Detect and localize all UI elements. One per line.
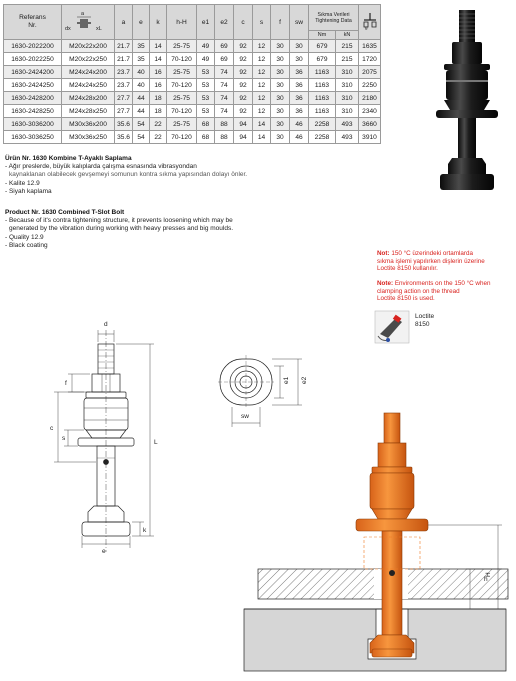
loctite-label-line1: Loctite [415,313,435,320]
turkish-title: Ürün Nr. 1630 Kombine T-Ayaklı Saplama [5,155,132,162]
cell-nm: 1163 [309,66,336,79]
note-english-label: Note: [377,280,394,287]
size-xl-label: xL [96,26,102,32]
note-turkish-line-3: Loctite 8150 kullanılır. [377,265,438,273]
cell-e: 54 [133,118,150,131]
header-s: s [253,5,271,40]
cell-f: 30 [271,53,290,66]
cell-c: 92 [234,40,253,53]
cell-ref: 1630-2428250 [4,105,62,118]
cell-k: 18 [150,92,167,105]
cell-size: M30x36x200 [62,118,115,131]
cell-e2: 74 [215,92,234,105]
cell-f: 30 [271,105,290,118]
cell-f: 30 [271,118,290,131]
cell-c: 92 [234,105,253,118]
cell-size: M30x36x250 [62,131,115,144]
side-technical-drawing [44,312,174,557]
cell-f: 30 [271,131,290,144]
header-tightening-data [309,5,359,31]
english-line-3: - Quality 12.9 [5,233,44,241]
header-e1: e1 [197,5,215,40]
cell-a: 35.6 [115,118,133,131]
note-english-line-1: Environments on the 150 °C when [394,280,491,287]
table-row [4,92,381,105]
cell-kn: 310 [336,92,359,105]
cell-nm: 1163 [309,105,336,118]
turkish-line-3: - Kalite 12.9 [5,179,40,187]
cell-size: M24x28x200 [62,92,115,105]
cell-weight: 1720 [359,53,381,66]
cell-h-H: 25-75 [167,92,197,105]
cell-e2: 74 [215,66,234,79]
cell-kn: 310 [336,105,359,118]
dim-label-e2: e2 [301,376,308,384]
english-line-1: - Because of it's contra tightening structure, it prevents loosening which may be [5,217,233,225]
cell-weight: 2250 [359,79,381,92]
table-row [4,53,381,66]
cell-k: 16 [150,66,167,79]
cell-nm: 679 [309,40,336,53]
cell-e: 54 [133,131,150,144]
cell-sw: 36 [290,66,309,79]
cell-e: 40 [133,79,150,92]
cell-s: 12 [253,53,271,66]
cell-a: 21.7 [115,53,133,66]
header-reference-line1: Referans [19,14,46,21]
table-row [4,40,381,53]
cell-sw: 36 [290,105,309,118]
cell-ref: 1630-2424200 [4,66,62,79]
cell-ref: 1630-2022250 [4,53,62,66]
cell-kn: 310 [336,79,359,92]
cell-s: 14 [253,131,271,144]
cell-e1: 53 [197,92,215,105]
header-c: c [234,5,253,40]
cell-a: 27.7 [115,105,133,118]
cell-sw: 30 [290,53,309,66]
cell-s: 14 [253,118,271,131]
loctite-label-line2: 8150 [415,321,430,328]
note-turkish [377,250,513,273]
header-tightening-line2: Tightening Data [315,17,352,24]
table-row [4,118,381,131]
header-nm: Nm [309,31,336,40]
cell-e2: 69 [215,40,234,53]
cell-h-H: 25-75 [167,66,197,79]
table-header-row [4,5,381,31]
header-k: k [150,5,167,40]
cell-nm: 2258 [309,118,336,131]
cell-nm: 1163 [309,79,336,92]
loctite-bottle-icon [374,310,464,346]
cell-e2: 88 [215,118,234,131]
cell-kn: 493 [336,118,359,131]
cell-h-H: 25-75 [167,40,197,53]
dim-label-f: f [65,380,67,387]
product-photo [424,8,512,194]
header-a: a [115,5,133,40]
cell-a: 23.7 [115,66,133,79]
cell-e1: 68 [197,131,215,144]
cell-ref: 1630-3036200 [4,118,62,131]
cell-kn: 493 [336,131,359,144]
cell-c: 94 [234,118,253,131]
cell-e2: 69 [215,53,234,66]
cell-size: M24x24x250 [62,79,115,92]
dim-label-k: k [143,527,147,534]
cell-a: 21.7 [115,40,133,53]
cell-f: 30 [271,66,290,79]
cell-k: 14 [150,53,167,66]
weight-scale-icon [362,12,378,30]
cell-kn: 310 [336,66,359,79]
header-e2: e2 [215,5,234,40]
cell-a: 23.7 [115,79,133,92]
cell-c: 92 [234,92,253,105]
dim-label-h: h [484,576,488,583]
english-line-2: generated by the vibration during working with heavy presses and big moulds. [9,225,234,233]
cell-c: 94 [234,131,253,144]
header-f: f [271,5,290,40]
cell-e1: 53 [197,79,215,92]
cell-weight: 2180 [359,92,381,105]
cell-c: 92 [234,53,253,66]
svg-text:g: g [364,25,368,30]
english-description [5,209,305,250]
cell-ref: 1630-2428200 [4,92,62,105]
cell-s: 12 [253,79,271,92]
note-english [377,280,513,303]
cell-ref: 1630-3036250 [4,131,62,144]
dim-label-e1: e1 [283,376,290,384]
cell-s: 12 [253,105,271,118]
cell-s: 12 [253,40,271,53]
note-turkish-label: Not: [377,250,390,257]
cell-e1: 49 [197,53,215,66]
size-diagram-icon [63,9,113,33]
cell-nm: 679 [309,53,336,66]
cell-size: M24x28x250 [62,105,115,118]
cell-e: 44 [133,105,150,118]
cell-s: 12 [253,66,271,79]
cell-kn: 215 [336,40,359,53]
note-english-line-2: clamping action on the thread [377,287,460,295]
cell-h-H: 70-120 [167,105,197,118]
dim-label-H-vertical: H [485,572,492,577]
cell-e2: 74 [215,105,234,118]
cell-sw: 46 [290,131,309,144]
dim-label-e: e [102,548,106,555]
cell-k: 18 [150,105,167,118]
cell-weight: 2075 [359,66,381,79]
cell-e1: 53 [197,105,215,118]
table-row [4,131,381,144]
cell-weight: 2340 [359,105,381,118]
header-sw: sw [290,5,309,40]
cell-sw: 36 [290,79,309,92]
cell-f: 30 [271,40,290,53]
cell-h-H: 70-120 [167,131,197,144]
assembly-drawing [240,405,512,677]
cell-ref: 1630-2022200 [4,40,62,53]
table-row [4,105,381,118]
cell-h-H: 70-120 [167,53,197,66]
cell-k: 22 [150,131,167,144]
header-weight-icon-cell [359,5,381,40]
cell-k: 16 [150,79,167,92]
table-row [4,66,381,79]
dim-label-l: L [154,439,158,446]
cell-e1: 53 [197,66,215,79]
cell-f: 30 [271,79,290,92]
cell-e2: 74 [215,79,234,92]
cell-kn: 215 [336,53,359,66]
cell-sw: 36 [290,92,309,105]
dim-label-s: s [62,435,66,442]
english-line-4: - Black coating [5,241,48,249]
cell-e: 35 [133,53,150,66]
turkish-description [5,155,305,196]
header-e: e [133,5,150,40]
cell-s: 12 [253,92,271,105]
header-reference-line2: Nr. [28,22,37,29]
cell-a: 27.7 [115,92,133,105]
cell-k: 22 [150,118,167,131]
cell-c: 92 [234,66,253,79]
note-english-line-3: Loctite 8150 is used. [377,295,435,303]
cell-weight: 1635 [359,40,381,53]
cell-h-H: 70-120 [167,79,197,92]
cell-e1: 68 [197,118,215,131]
cell-f: 30 [271,92,290,105]
header-size-diagram [62,5,115,40]
header-tightening-line1: Sıkma Verileri [317,11,350,18]
cell-e2: 88 [215,131,234,144]
dim-label-c: c [50,425,54,432]
cell-k: 14 [150,40,167,53]
size-a-label: a [81,11,85,17]
turkish-line-1: - Ağır preslerde, büyük kalıplarda çalışma esnasında vibrasyondan [5,163,197,171]
cell-sw: 46 [290,118,309,131]
cell-e: 40 [133,66,150,79]
header-h-H: h-H [167,5,197,40]
header-kn: kN [336,31,359,40]
table-row [4,79,381,92]
header-reference [4,5,62,40]
cell-size: M24x24x200 [62,66,115,79]
dim-label-sw: sw [241,413,249,420]
cell-e: 35 [133,40,150,53]
table-body [4,40,381,144]
cell-sw: 30 [290,40,309,53]
cell-weight: 3660 [359,118,381,131]
cell-size: M20x22x250 [62,53,115,66]
cell-nm: 1163 [309,92,336,105]
cell-a: 35.6 [115,131,133,144]
spec-table [3,4,381,144]
note-turkish-line-1: 150 °C üzerindeki ortamlarda [391,250,473,257]
note-turkish-line-2: sıkma işlemi yapılırken dişlerin üzerine [377,257,485,265]
dim-label-d: d [104,321,108,328]
english-title: Product Nr. 1630 Combined T-Slot Bolt [5,209,125,216]
cell-h-H: 25-75 [167,118,197,131]
cell-e1: 49 [197,40,215,53]
cell-c: 92 [234,79,253,92]
cell-size: M20x22x200 [62,40,115,53]
cell-nm: 2258 [309,131,336,144]
cell-weight: 3910 [359,131,381,144]
cell-ref: 1630-2424250 [4,79,62,92]
turkish-line-2: kaynaklanan olabilecek gevşemeyi somunun kontra sıkma yapısından dolayı önler. [9,171,248,179]
cell-e: 44 [133,92,150,105]
turkish-line-4: - Siyah kaplama [5,187,52,195]
size-dx-label: dx [65,26,71,32]
